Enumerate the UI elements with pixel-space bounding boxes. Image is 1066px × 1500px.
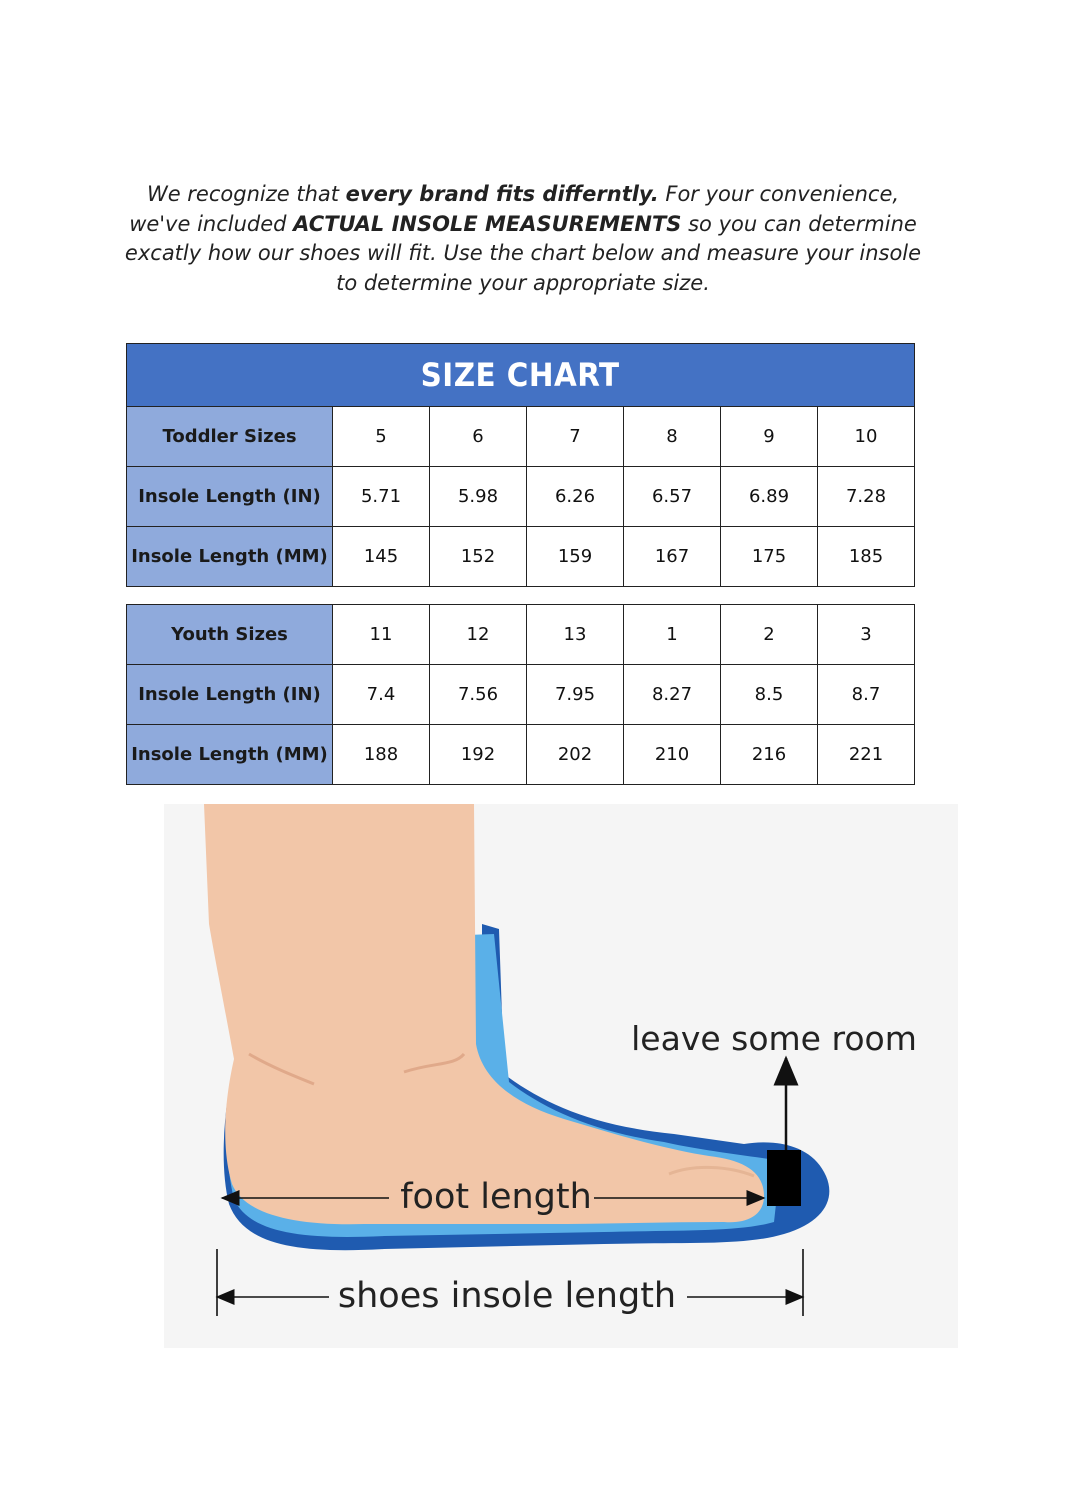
room-marker	[767, 1150, 801, 1206]
table-row	[127, 467, 915, 527]
youth-size-table	[126, 604, 915, 785]
table-row	[127, 407, 915, 467]
table-cell: 1	[624, 605, 721, 665]
table-cell: 6.89	[721, 467, 818, 527]
table-cell: 11	[333, 605, 430, 665]
table-cell: 8.5	[721, 665, 818, 725]
intro-text-1: We recognize that	[146, 182, 346, 206]
table-cell: 216	[721, 725, 818, 785]
table-cell: 167	[624, 527, 721, 587]
table-cell: 145	[333, 527, 430, 587]
table-cell: 192	[430, 725, 527, 785]
table-cell: 5.71	[333, 467, 430, 527]
row-label: Youth Sizes	[127, 605, 333, 665]
intro-paragraph	[120, 180, 926, 298]
table-cell: 202	[527, 725, 624, 785]
table-cell: 159	[527, 527, 624, 587]
table-cell: 185	[818, 527, 915, 587]
table-cell: 7	[527, 407, 624, 467]
table-cell: 9	[721, 407, 818, 467]
table-row	[127, 527, 915, 587]
table-cell: 221	[818, 725, 915, 785]
table-cell: 7.4	[333, 665, 430, 725]
table-cell: 175	[721, 527, 818, 587]
intro-bold-2: ACTUAL INSOLE MEASUREMENTS	[293, 211, 682, 236]
table-cell: 12	[430, 605, 527, 665]
foot-measurement-diagram	[164, 804, 958, 1348]
toddler-size-table	[126, 343, 915, 587]
size-chart-title-text: SIZE CHART	[421, 356, 620, 394]
table-cell: 13	[527, 605, 624, 665]
table-cell: 8.27	[624, 665, 721, 725]
table-cell: 210	[624, 725, 721, 785]
table-row	[127, 605, 915, 665]
row-label: Insole Length (MM)	[127, 725, 333, 785]
insole-length-label: shoes insole length	[337, 1276, 677, 1316]
room-label: leave some room	[631, 1019, 917, 1058]
table-cell: 7.28	[818, 467, 915, 527]
table-cell: 7.56	[430, 665, 527, 725]
foot-diagram-svg	[164, 804, 958, 1348]
table-cell: 5.98	[430, 467, 527, 527]
row-label: Toddler Sizes	[127, 407, 333, 467]
table-cell: 10	[818, 407, 915, 467]
intro-text-2: For your convenience, we've included	[129, 182, 900, 236]
table-row	[127, 725, 915, 785]
table-cell: 2	[721, 605, 818, 665]
table-cell: 8	[624, 407, 721, 467]
table-cell: 6	[430, 407, 527, 467]
row-label: Insole Length (IN)	[127, 665, 333, 725]
row-label: Insole Length (MM)	[127, 527, 333, 587]
table-cell: 6.26	[527, 467, 624, 527]
table-cell: 188	[333, 725, 430, 785]
row-label: Insole Length (IN)	[127, 467, 333, 527]
table-cell: 8.7	[818, 665, 915, 725]
table-cell: 5	[333, 407, 430, 467]
table-cell: 7.95	[527, 665, 624, 725]
table-cell: 152	[430, 527, 527, 587]
size-chart-title	[127, 344, 915, 407]
foot-length-label: foot length	[400, 1177, 592, 1217]
table-cell: 6.57	[624, 467, 721, 527]
intro-text-3: so you can determine excatly how our shoes will fit. Use the chart below and measure your insole to determine your appropriate size.	[124, 211, 922, 295]
table-row	[127, 665, 915, 725]
intro-bold-1: every brand fits differntly.	[345, 182, 659, 206]
table-cell: 3	[818, 605, 915, 665]
